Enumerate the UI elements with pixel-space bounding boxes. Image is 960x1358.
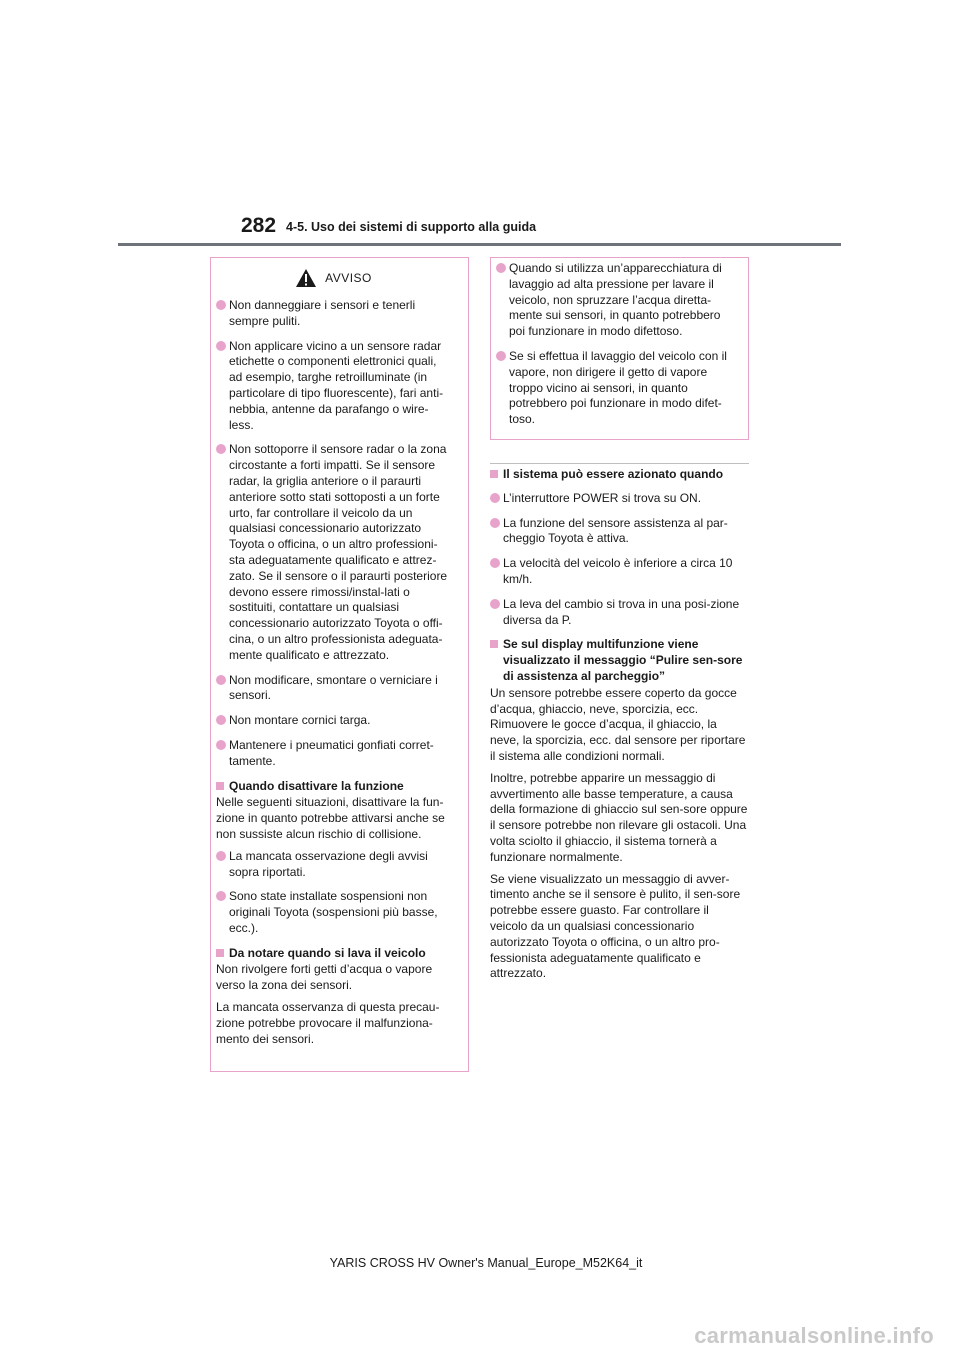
warning-header <box>216 268 451 288</box>
warning-box-continued <box>490 257 749 440</box>
bullet-dot-icon <box>216 675 226 685</box>
paragraph: Un sensore potrebbe essere coperto da gocce d’acqua, ghiaccio, neve, sporcizia, ecc. Rimuovere le gocce d’acqua, il ghiaccio, la neve, la sporcizia, ecc. dal sensore per riportare il sistema alle condizioni normali. <box>490 685 746 763</box>
bullet-dot-icon <box>216 444 226 454</box>
list-item: Non applicare vicino a un sensore radar etichette o componenti elettronici quali, ad esempio, targhe retroilluminate (in particolare di tipo fluorescente), fari anti-nebbia, antenne da parafango o wire-less. <box>216 339 451 434</box>
list-item: La leva del cambio si trova in una posi-zione diversa da P. <box>490 597 749 629</box>
page-number: 282 <box>241 214 277 237</box>
list-item: Non modificare, smontare o verniciare i sensori. <box>216 673 451 705</box>
bullet-dot-icon <box>216 341 226 351</box>
section-title: 4-5. Uso dei sistemi di supporto alla guida <box>286 220 537 234</box>
paragraph: La mancata osservanza di questa precau-zione potrebbe provocare il malfunziona-mento dei sensori. <box>216 1000 440 1046</box>
bullet-dot-icon <box>216 300 226 310</box>
right-column <box>490 463 749 988</box>
subsection-heading: Il sistema può essere azionato quando <box>490 463 749 483</box>
list-item: L’interruttore POWER si trova su ON. <box>490 491 749 507</box>
list-item: Mantenere i pneumatici gonfiati corret-tamente. <box>216 738 451 770</box>
warning-triangle-icon <box>295 268 317 288</box>
list-item: La funzione del sensore assistenza al par-cheggio Toyota è attiva. <box>490 516 749 548</box>
list-item: Non danneggiare i sensori e tenerli sempre puliti. <box>216 298 451 330</box>
bullet-dot-icon <box>490 518 500 528</box>
subsection-heading: Da notare quando si lava il veicolo <box>216 946 451 962</box>
paragraph: Non rivolgere forti getti d’acqua o vapore verso la zona dei sensori. <box>216 962 433 993</box>
footer: YARIS CROSS HV Owner's Manual_Europe_M52K64_it <box>329 1256 643 1270</box>
list-item: Sono state installate sospensioni non originali Toyota (sospensioni più basse, ecc.). <box>216 889 451 936</box>
square-bullet-icon <box>216 782 224 790</box>
bullet-dot-icon <box>496 351 506 361</box>
list-item: Non sottoporre il sensore radar o la zona circostante a forti impatti. Se il sensore radar, la griglia anteriore o il paraurti anteriore sotto stati sottoposti a un forte urto, far controllare il veicolo da un qualsiasi concessionario autorizzato Toyota o officina, o un altro professioni-sta adeguatamente qualificato e attrez-zato. Se il sensore o il paraurti posteriore devono essere rimossi/instal-lati o sostituiti, contattare un qualsiasi concessionario autorizzato Toyota o offi-cina, o un altro professionista adeguata-mente qualificato e attrezzato. <box>216 442 451 663</box>
bullet-dot-icon <box>490 558 500 568</box>
warning-title: AVVISO <box>325 271 372 285</box>
bullet-dot-icon <box>490 599 500 609</box>
bullet-dot-icon <box>490 493 500 503</box>
subsection-heading: Quando disattivare la funzione <box>216 779 451 795</box>
square-bullet-icon <box>490 640 498 648</box>
square-bullet-icon <box>490 470 498 478</box>
warning-box <box>210 257 469 1072</box>
watermark: carmanualsonline.info <box>694 1323 934 1348</box>
bullet-dot-icon <box>216 715 226 725</box>
list-item: La mancata osservazione degli avvisi sopra riportati. <box>216 849 451 881</box>
paragraph: Inoltre, potrebbe apparire un messaggio di avvertimento alle basse temperature, a causa della formazione di ghiaccio sul sen-sore oppure il sensore potrebbe non rilevare gli ostacoli. Una volta sciolto il ghiaccio, il sistema tornerà a funzionare normalmente. <box>490 770 748 864</box>
paragraph: Nelle seguenti situazioni, disattivare la fun-zione in quanto potrebbe attivarsi anche se non sussiste alcun rischio di collisione. <box>216 795 445 841</box>
bullet-dot-icon <box>216 740 226 750</box>
list-item: Se si effettua il lavaggio del veicolo con il vapore, non dirigere il getto di vapore troppo vicino ai sensori, in quanto potrebbero poi funzionare in modo difet-toso. <box>496 349 731 428</box>
list-item: Non montare cornici targa. <box>216 713 451 729</box>
header-rule <box>118 243 841 246</box>
bullet-dot-icon <box>496 263 506 273</box>
list-item: La velocità del veicolo è inferiore a circa 10 km/h. <box>490 556 749 588</box>
paragraph: Se viene visualizzato un messaggio di avver-timento anche se il sensore è pulito, il sen-sore potrebbe essere guasto. Far controllare il veicolo da un qualsiasi concessionario autorizzato Toyota o officina, o un altro pro-fessionista adeguatamente qualificato e attrezzato. <box>490 871 741 981</box>
square-bullet-icon <box>216 949 224 957</box>
list-item: Quando si utilizza un’apparecchiatura di lavaggio ad alta pressione per lavare il veicolo, non spruzzare l’acqua diretta-mente sui sensori, in quanto potrebbero poi funzionare in modo difettoso. <box>496 261 731 340</box>
subsection-heading: Se sul display multifunzione viene visualizzato il messaggio “Pulire sen-sore di assistenza al parcheggio” <box>490 637 749 684</box>
bullet-dot-icon <box>216 851 226 861</box>
bullet-dot-icon <box>216 891 226 901</box>
